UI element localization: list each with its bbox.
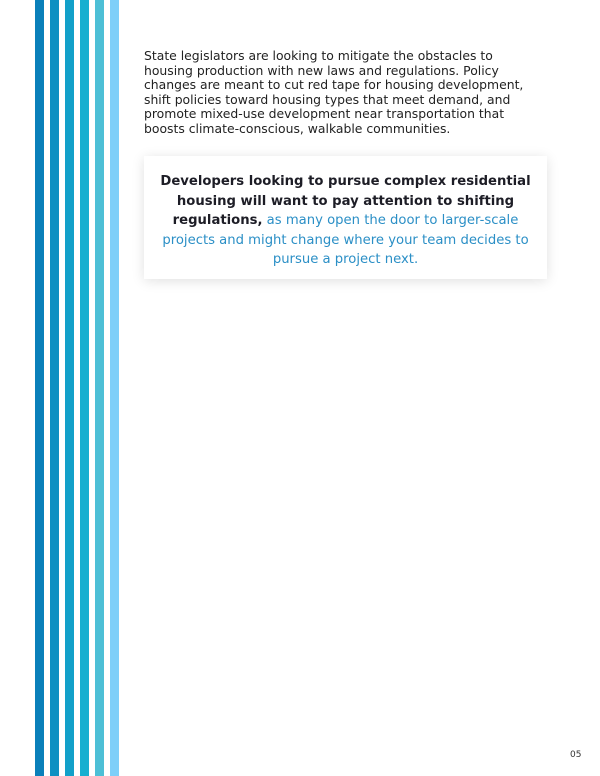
stripe <box>80 0 89 776</box>
callout-text <box>154 172 537 270</box>
stripe <box>35 0 44 776</box>
stripe <box>50 0 59 776</box>
callout-bold-text: Developers looking to pursue complex residential housing will want to pay attention to shifting regulations, <box>160 174 531 228</box>
stripe <box>65 0 74 776</box>
callout-box <box>144 156 547 279</box>
stripe <box>110 0 119 776</box>
callout-accent-text: as many open the door to larger-scale projects and might change where your team decides to pursue a project next. <box>162 213 529 267</box>
page-number: 05 <box>570 750 582 760</box>
body-paragraph: State legislators are looking to mitigate the obstacles to housing production with new laws and regulations. Policy changes are meant to cut red tape for housing development, shift policies toward housing types that meet demand, and promote mixed-use development near transportation that boosts climate-conscious, walkable communities. <box>144 48 524 136</box>
stripe <box>95 0 104 776</box>
